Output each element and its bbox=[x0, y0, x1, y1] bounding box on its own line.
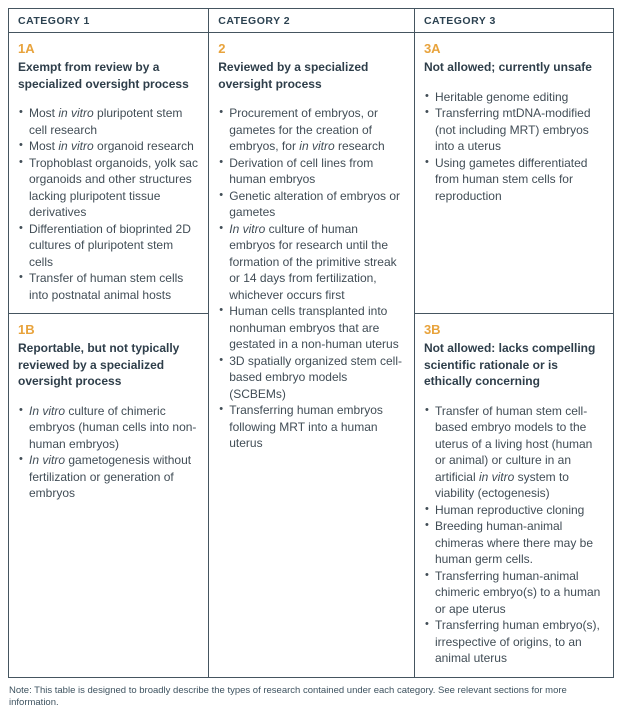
bullet-item: • Trophoblast organoids, yolk sac organoids and other structures lacking pluripotent tissue derivatives bbox=[18, 155, 198, 221]
cell-category-2 bbox=[209, 33, 415, 678]
cell-category-3a bbox=[414, 33, 613, 314]
bullet-item: • Human cells transplanted into nonhuman embryos that are gestated in a non-human uterus bbox=[218, 303, 404, 353]
bullet-list bbox=[218, 105, 404, 452]
bullet-item: • Using gametes differentiated from human stem cells for reproduction bbox=[424, 155, 603, 205]
bullet-item: • Human reproductive cloning bbox=[424, 502, 603, 519]
bullet-item: • In vitro culture of human embryos for research until the formation of the primitive streak or 14 days from fertilization, whichever occurs first bbox=[218, 221, 404, 304]
table-row bbox=[9, 33, 614, 314]
bullet-item: • Transferring human-animal chimeric embryo(s) to a human or ape uterus bbox=[424, 568, 603, 618]
section-title: Exempt from review by a specialized oversight process bbox=[18, 60, 189, 91]
bullet-item: • Transferring human embryo(s), irrespective of origins, to an animal uterus bbox=[424, 617, 603, 667]
column-header-category-3: CATEGORY 3 bbox=[414, 9, 613, 33]
bullet-item: • 3D spatially organized stem cell-based embryo models (SCBEMs) bbox=[218, 353, 404, 403]
bullet-list bbox=[18, 105, 198, 303]
header-row bbox=[9, 9, 614, 33]
section-code: 3A bbox=[423, 41, 441, 56]
bullet-list bbox=[424, 89, 603, 205]
section-code: 2 bbox=[218, 41, 226, 56]
bullet-item: • In vitro culture of chimeric embryos (human cells into non-human embryos) bbox=[18, 403, 198, 453]
bullet-item: • Transfer of human stem cell-based embryo models to the uterus of a living host (human or animal) or culture in an artificial in vitro system to viability (ectogenesis) bbox=[424, 403, 603, 502]
bullet-item: • Procurement of embryos, or gametes for the creation of embryos, for in vitro research bbox=[218, 105, 404, 155]
bullet-item: • Derivation of cell lines from human embryos bbox=[218, 155, 404, 188]
section-title: Not allowed; currently unsafe bbox=[423, 60, 592, 74]
bullet-item: • Differentiation of bioprinted 2D cultures of pluripotent stem cells bbox=[18, 221, 198, 271]
bullet-list bbox=[18, 403, 198, 502]
bullet-item: • Breeding human-animal chimeras where there may be human germ cells. bbox=[424, 518, 603, 568]
bullet-item: • Most in vitro organoid research bbox=[18, 138, 198, 155]
table-footnote: Note: This table is designed to broadly describe the types of research contained under each category. See relevant sections for more information. bbox=[9, 684, 567, 708]
bullet-item: • In vitro gametogenesis without fertilization or generation of embryos bbox=[18, 452, 198, 502]
research-category-table bbox=[8, 8, 614, 678]
cell-category-3b bbox=[414, 314, 613, 678]
cell-category-1b bbox=[9, 314, 209, 678]
bullet-item: • Most in vitro pluripotent stem cell research bbox=[18, 105, 198, 138]
section-code: 3B bbox=[423, 322, 441, 337]
column-header-category-1: CATEGORY 1 bbox=[9, 9, 209, 33]
bullet-item: • Transfer of human stem cells into postnatal animal hosts bbox=[18, 270, 198, 303]
section-title: Not allowed: lacks compelling scientific rationale or is ethically concerning bbox=[423, 341, 596, 388]
column-header-category-2: CATEGORY 2 bbox=[209, 9, 415, 33]
section-code: 1B bbox=[18, 322, 35, 337]
cell-category-1a bbox=[9, 33, 209, 314]
bullet-item: • Heritable genome editing bbox=[424, 89, 603, 106]
bullet-item: • Transferring human embryos following MRT into a human uterus bbox=[218, 402, 404, 452]
bullet-item: • Transferring mtDNA-modified (not including MRT) embryos into a uterus bbox=[424, 105, 603, 155]
section-title: Reportable, but not typically reviewed by a specialized oversight process bbox=[18, 341, 180, 388]
bullet-item: • Genetic alteration of embryos or gametes bbox=[218, 188, 404, 221]
section-title: Reviewed by a specialized oversight process bbox=[218, 60, 369, 91]
section-code: 1A bbox=[18, 41, 35, 56]
bullet-list bbox=[424, 403, 603, 667]
